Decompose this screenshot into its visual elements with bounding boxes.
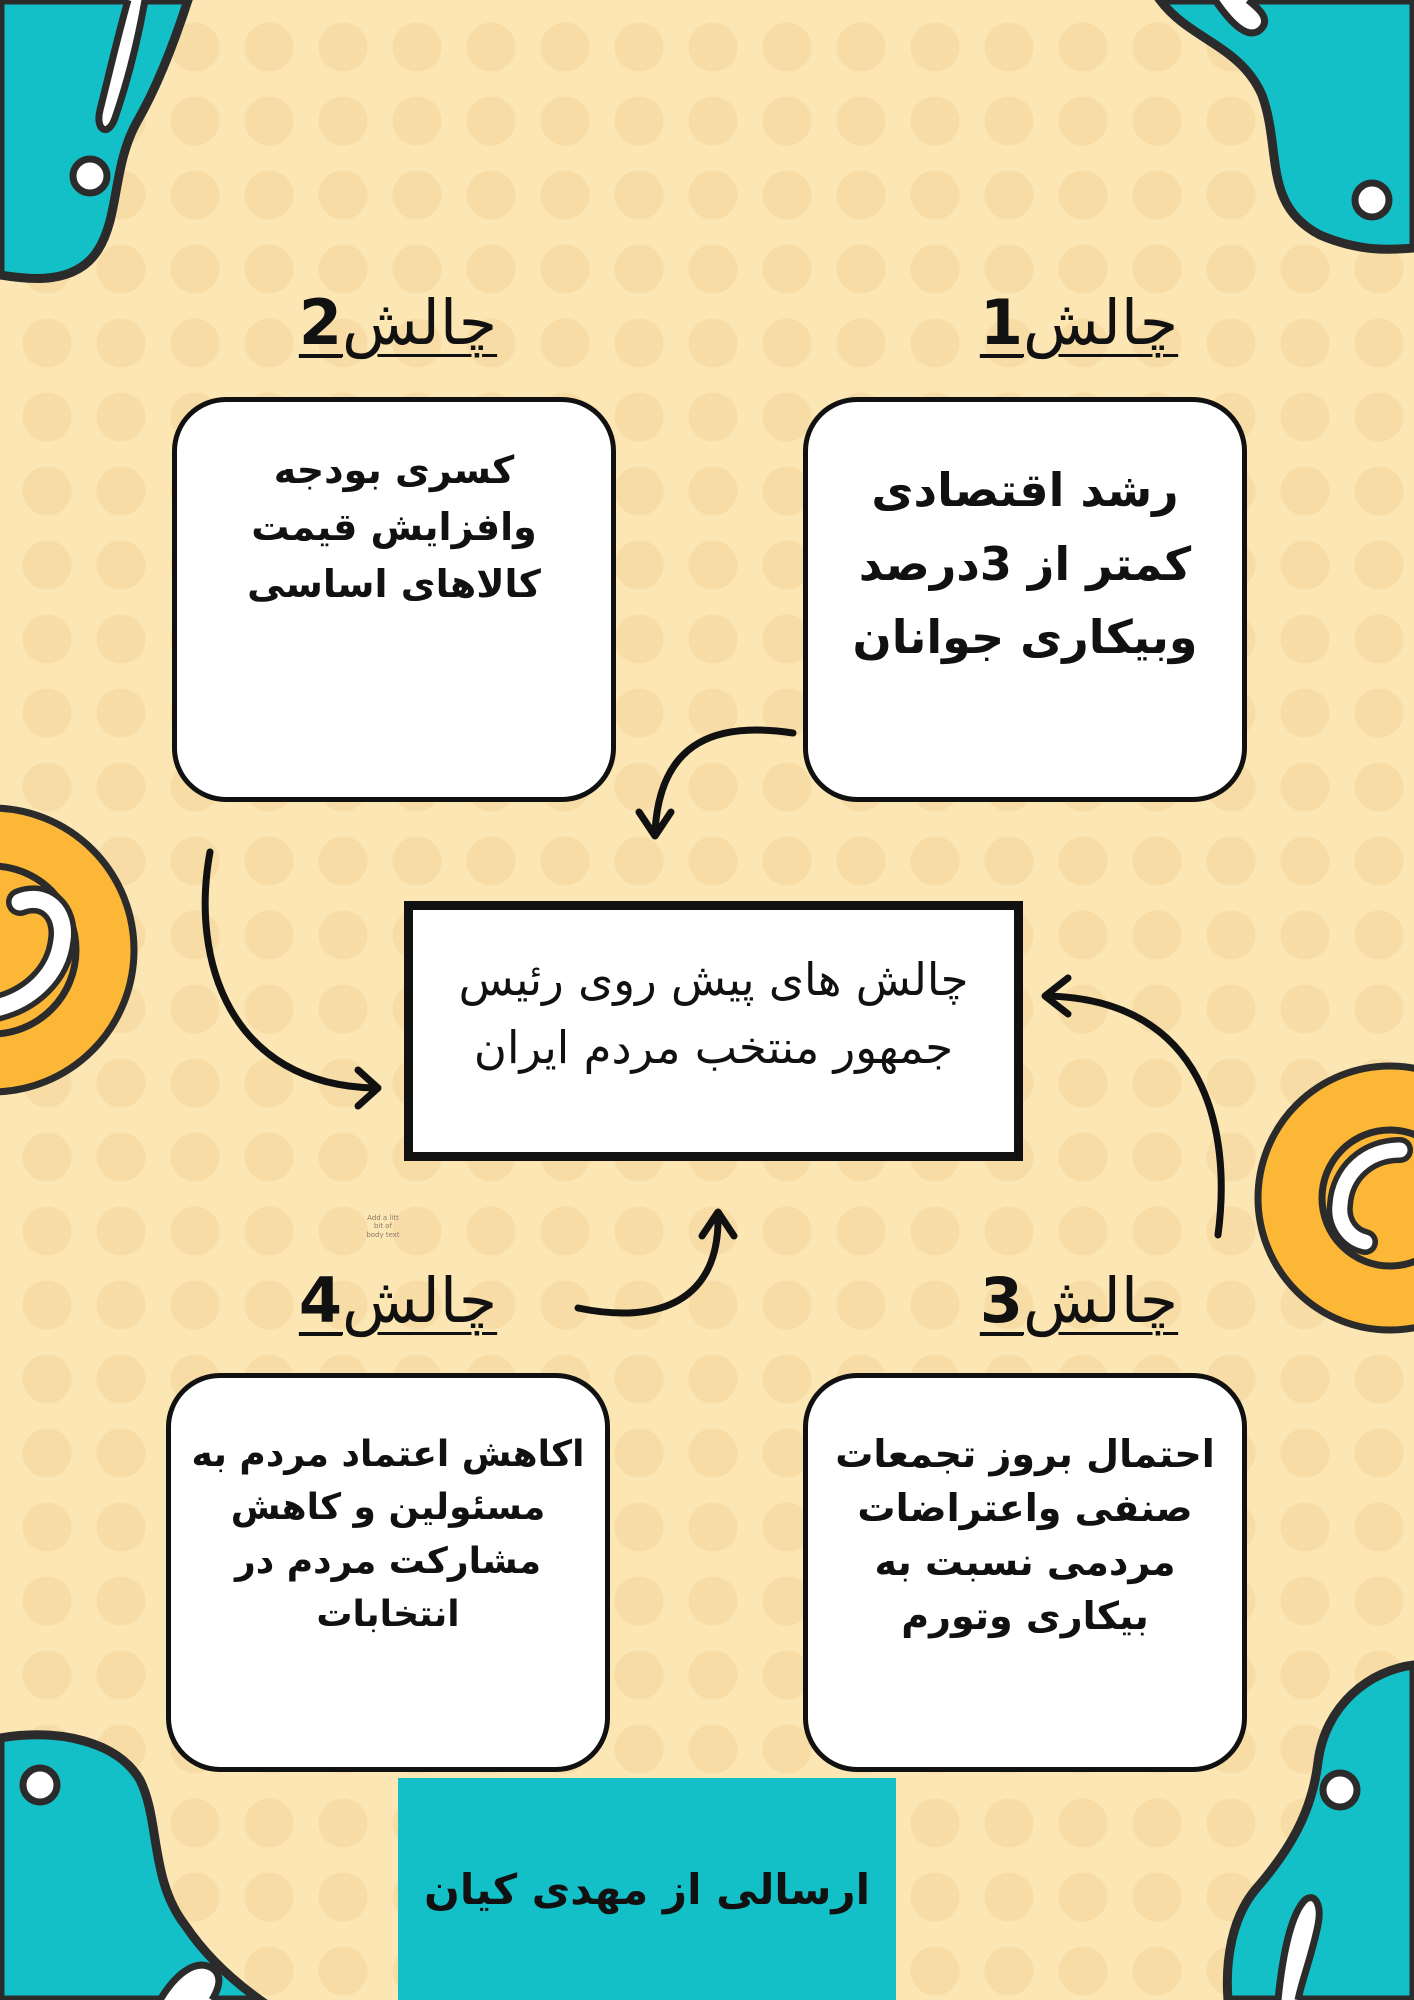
challenge-4-text: اکاهش اعتماد مردم به مسئولین و کاهش مشارکت مردم در انتخابات	[191, 1434, 585, 1635]
challenge-3-text: احتمال بروز تجمعات صنفی واعتراضات مردمی نسبت به بیکاری وتورم	[835, 1432, 1215, 1638]
challenge-1-heading	[929, 286, 1229, 359]
footer-banner	[398, 1778, 896, 2000]
challenge-1-heading-number: 1	[979, 286, 1023, 359]
arrow-challenge-4-to-center	[578, 1212, 734, 1313]
center-topic-box	[404, 901, 1023, 1161]
placeholder-body-text: Add a litt bit of body text	[366, 1214, 400, 1239]
challenge-1-heading-word: چالش	[1022, 286, 1179, 359]
challenge-1-card	[803, 397, 1247, 802]
challenge-2-card	[172, 397, 616, 802]
challenge-3-heading-word: چالش	[1022, 1264, 1179, 1337]
footer-text: ارسالی از مهدی کیان	[423, 1864, 871, 1914]
challenge-3-heading-number: 3	[979, 1264, 1023, 1337]
challenge-3-card	[803, 1373, 1247, 1772]
challenge-2-heading-number: 2	[298, 286, 342, 359]
challenge-4-heading-number: 4	[298, 1264, 342, 1337]
challenge-4-heading	[248, 1264, 548, 1337]
challenge-4-heading-word: چالش	[341, 1264, 498, 1337]
arrow-challenge-3-to-center	[1045, 978, 1221, 1235]
challenge-2-heading-word: چالش	[341, 286, 498, 359]
challenge-2-heading	[248, 286, 548, 359]
arrow-challenge-1-to-center	[639, 730, 793, 836]
arrow-challenge-2-to-center	[205, 852, 378, 1106]
challenge-4-card	[166, 1373, 610, 1772]
challenge-2-text: کسری بودجه وافزایش قیمت کالاهای اساسی	[247, 448, 541, 606]
center-topic-text: چالش های پیش روی رئیس جمهور منتخب مردم ایران	[458, 953, 969, 1075]
challenge-3-heading	[929, 1264, 1229, 1337]
challenge-1-text: رشد اقتصادی کمتر از 3درصد وبیکاری جوانان	[852, 463, 1198, 665]
